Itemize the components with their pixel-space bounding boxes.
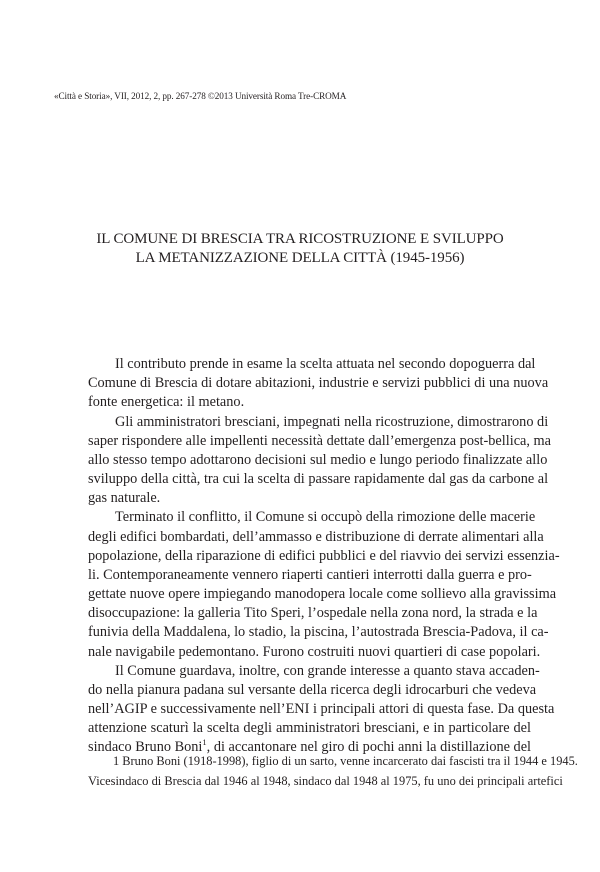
body-line: fonte energetica: il metano. [88, 394, 245, 411]
running-header-citation: «Città e Storia», VII, 2012, 2, pp. 267-278 ©2013 Università Roma Tre-CROMA [54, 91, 347, 101]
body-line: Il contributo prende in esame la scelta attuata nel secondo dopoguerra dal [115, 356, 536, 372]
body-line: nell’AGIP e successivamente nell’ENI i principali attori di questa fase. Da questa [88, 701, 555, 718]
body-line: nale navigabile pedemontano. Furono costruiti nuovi quartieri di case popolari. [88, 643, 541, 660]
body-text [88, 355, 560, 758]
footnote-line: Vicesindaco di Brescia dal 1946 al 1948, sindaco dal 1948 al 1975, fu uno dei principali artefici [88, 773, 563, 788]
article-title-line-2: LA METANIZZAZIONE DELLA CITTÀ (1945-1956) [135, 250, 465, 266]
body-line: Comune di Brescia di dotare abitazioni, industrie e servizi pubblici di una nuova [88, 375, 549, 392]
body-line: sviluppo della città, tra cui la scelta di passare rapidamente dal gas da carbone al [88, 471, 549, 488]
body-line: disoccupazione: la galleria Tito Speri, l’ospedale nella zona nord, la strada e la [88, 605, 538, 622]
footnote-line: 1 Bruno Boni (1918-1998), figlio di un sarto, venne incarcerato dai fascisti tra il 1944 e 1945. [113, 754, 578, 768]
body-line: funivia della Maddalena, lo stadio, la piscina, l’autostrada Brescia-Padova, il ca- [88, 624, 549, 641]
body-line: Terminato il conflitto, il Comune si occupò della rimozione delle macerie [115, 509, 536, 526]
body-line: popolazione, della riparazione di edifici pubblici e del riavvio dei servizi essenzia- [88, 547, 560, 564]
body-line: Gli amministratori bresciani, impegnati nella ricostruzione, dimostrarono di [115, 413, 549, 430]
body-line: attenzione scaturì la scelta degli amministratori bresciani, e in particolare del [88, 720, 531, 737]
body-line: gas naturale. [88, 490, 161, 507]
body-line: degli edifici bombardati, dell’ammasso e distribuzione di derrate alimentari alla [88, 528, 544, 545]
body-line: gettate nuove opere impiegando manodopera locale come sollievo alla gravissima [88, 586, 557, 603]
body-line: Il Comune guardava, inoltre, con grande interesse a quanto stava accaden- [115, 662, 540, 679]
body-line: li. Contemporaneamente vennero riaperti cantieri interrotti dalla guerra e pro- [88, 566, 532, 583]
body-line-part: , di accantonare nel giro di pochi anni la distillazione del [206, 739, 532, 756]
body-line: saper rispondere alle impellenti necessità dettate dall’emergenza post-bellica, ma [88, 432, 551, 449]
footnote-ref: 1 [202, 737, 207, 748]
body-line: do nella pianura padana sul versante della ricerca degli idrocarburi che vedeva [88, 681, 537, 698]
body-line-part: sindaco Bruno Boni [88, 739, 203, 756]
article-title-line-1: IL COMUNE DI BRESCIA TRA RICOSTRUZIONE E SVILUPPO [96, 231, 504, 247]
footnotes [88, 752, 578, 791]
body-line: allo stesso tempo adottarono decisioni sul medio e lungo periodo finalizzate allo [88, 451, 548, 468]
